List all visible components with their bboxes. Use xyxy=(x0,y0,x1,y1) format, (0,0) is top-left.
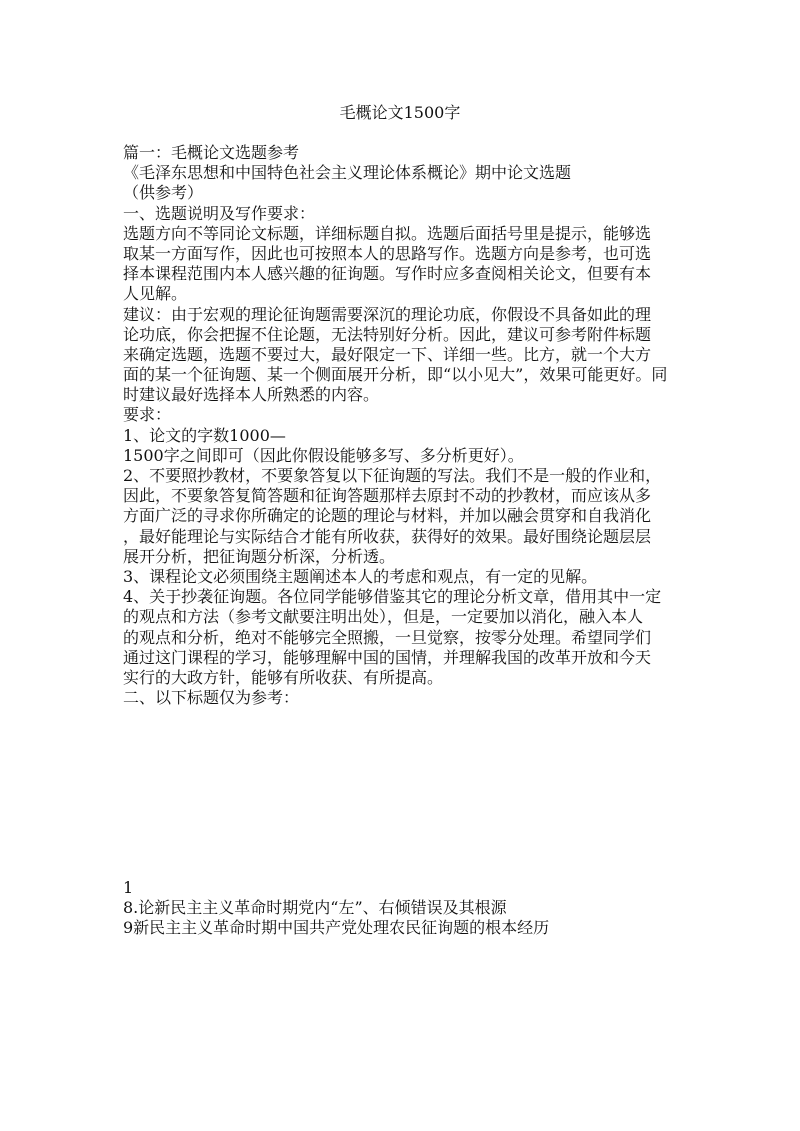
paragraph-line: 时建议最好选择本人所熟悉的内容。 xyxy=(123,385,380,405)
requirement-item-line: 展开分析，把征询题分析深，分析透。 xyxy=(123,546,396,566)
paragraph-line: 建议：由于宏观的理论征询题需要深沉的理论功底，你假设不具备如此的理 xyxy=(123,304,652,324)
requirement-item-line: 1500字之间即可（因此你假设能够多写、多分析更好）。 xyxy=(123,445,524,465)
requirement-item-line: ，最好能理论与实际结合才能有所收获，获得好的效果。最好围绕论题层层 xyxy=(123,526,652,546)
topic-list xyxy=(123,878,683,939)
paragraph-line: 人见解。 xyxy=(123,284,188,304)
paragraph-line: 选题方向不等同论文标题，详细标题自拟。选题后面括号里是提示，能够选 xyxy=(123,223,652,243)
requirement-item-line: 通过这门课程的学习，能够理解中国的国情，并理解我国的改革开放和今天 xyxy=(123,647,652,667)
requirement-item-line: 1、论文的字数1000— xyxy=(123,425,286,445)
page-number: 1 xyxy=(123,878,134,897)
requirement-item-line: 的观点和方法（参考文献要注明出处），但是，一定要加以消化，融入本人 xyxy=(123,607,644,627)
requirement-item-line: 因此，不要象答复简答题和征询答题那样去原封不动的抄教材，而应该从多 xyxy=(123,486,652,506)
course-title-note: （供参考） xyxy=(123,183,204,203)
requirement-item-line: 2、不要照抄教材，不要象答复以下征询题的写法。我们不是一般的作业和， xyxy=(123,466,662,485)
paragraph-line: 论功底，你会把握不住论题，无法特别好分析。因此，建议可参考附件标题 xyxy=(123,324,652,344)
section-heading-2: 二、以下标题仅为参考： xyxy=(123,688,300,708)
topic-item: 9新民主主义革命时期中国共产党处理农民征询题的根本经历 xyxy=(123,918,550,938)
paragraph-line: 来确定选题，选题不要过大，最好限定一下、详细一些。比方，就一个大方 xyxy=(123,344,652,364)
paragraph-line: 面的某一个征询题、某一个侧面展开分析，即“以小见大”，效果可能更好。同 xyxy=(123,365,668,385)
requirement-item-line: 方面广泛的寻求你所确定的论题的理论与材料，并加以融会贯穿和自我消化 xyxy=(123,506,652,526)
section-heading-instructions: 一、选题说明及写作要求： xyxy=(123,203,316,223)
document-body xyxy=(123,143,683,708)
requirement-item-line: 的观点和分析，绝对不能够完全照搬，一旦觉察，按零分处理。希望同学们 xyxy=(123,627,652,647)
course-title-line: 《毛泽东思想和中国特色社会主义理论体系概论》期中论文选题 xyxy=(123,163,572,183)
topic-item: 8.论新民主主义革命时期党内“左”、右倾错误及其根源 xyxy=(123,898,507,918)
paragraph-line: 取某一方面写作，因此也可按照本人的思路写作。选题方向是参考，也可选 xyxy=(123,243,652,263)
document-title: 毛概论文1500字 xyxy=(339,103,461,122)
requirement-item-line: 实行的大政方针，能够有所收获、有所提高。 xyxy=(123,667,444,687)
section-heading-1: 篇一：毛概论文选题参考 xyxy=(123,143,300,162)
requirements-heading: 要求： xyxy=(123,405,172,425)
requirement-item-line: 4、关于抄袭征询题。各位同学能够借鉴其它的理论分析文章，借用其中一定 xyxy=(123,587,662,607)
paragraph-line: 择本课程范围内本人感兴趣的征询题。写作时应多查阅相关论文，但要有本 xyxy=(123,264,652,284)
requirement-item-line: 3、课程论文必须围绕主题阐述本人的考虑和观点，有一定的见解。 xyxy=(123,566,598,586)
